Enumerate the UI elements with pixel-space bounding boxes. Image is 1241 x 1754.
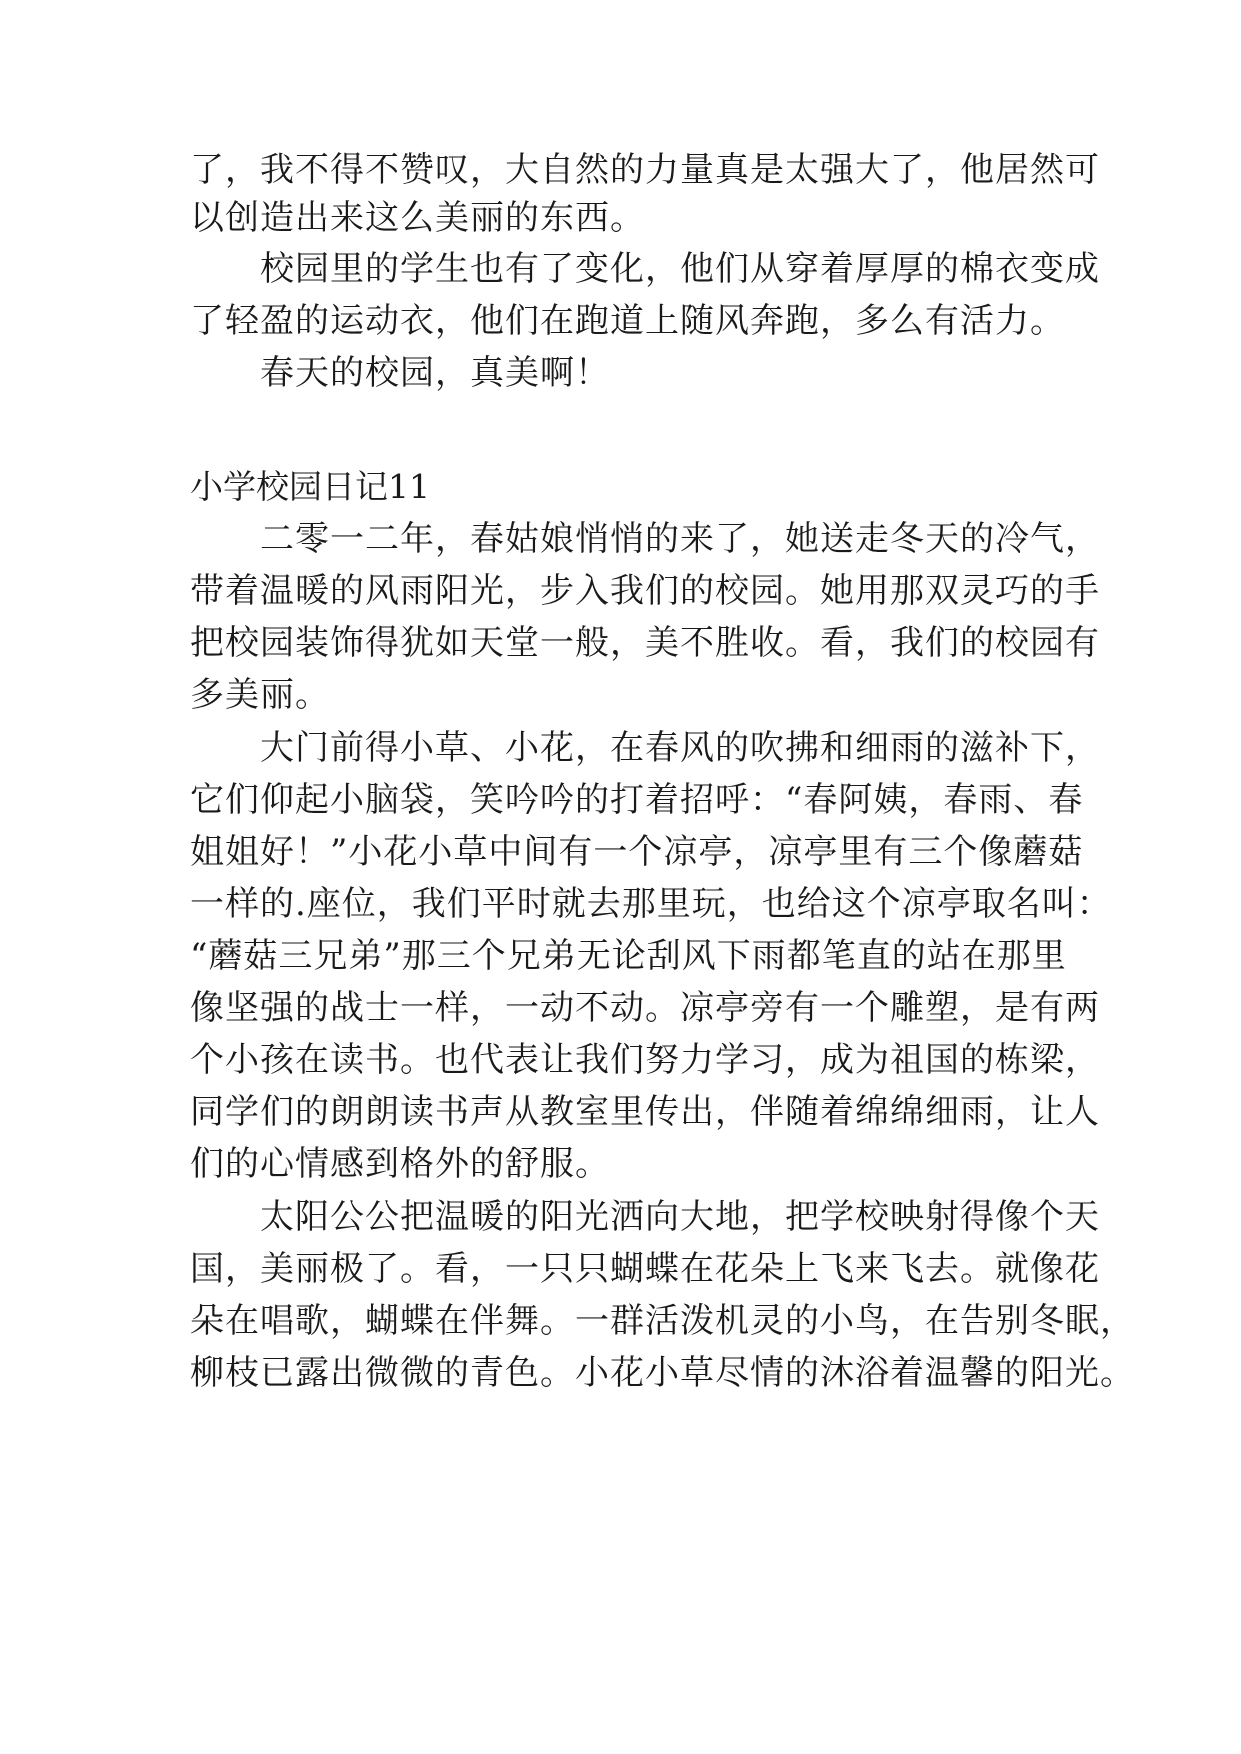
text-line: 以创造出来这么美丽的东西。 [190, 198, 645, 238]
text-line: 姐姐好！”小花小草中间有一个凉亭，凉亭里有三个像蘑菇 [190, 832, 1084, 872]
text-line: 一样的.座位，我们平时就去那里玩，也给这个凉亭取名叫： [190, 884, 1112, 924]
text-line: 了轻盈的运动衣，他们在跑道上随风奔跑，多么有活力。 [190, 301, 1065, 341]
text-line: 把校园装饰得犹如天堂一般，美不胜收。看，我们的校园有 [190, 623, 1100, 663]
text-line: 多美丽。 [190, 675, 330, 715]
text-line: 像坚强的战士一样，一动不动。凉亭旁有一个雕塑，是有两 [190, 988, 1100, 1028]
text-line: 二零一二年，春姑娘悄悄的来了，她送走冬天的冷气， [190, 519, 1100, 559]
text-line: 春天的校园，真美啊！ [190, 353, 610, 393]
text-line: 校园里的学生也有了变化，他们从穿着厚厚的棉衣变成 [190, 249, 1100, 289]
text-line: 个小孩在读书。也代表让我们努力学习，成为祖国的栋梁， [190, 1040, 1100, 1080]
text-line: 太阳公公把温暖的阳光洒向大地，把学校映射得像个天 [190, 1197, 1100, 1237]
text-line: 了，我不得不赞叹，大自然的力量真是太强大了，他居然可 [190, 150, 1100, 190]
text-line: 朵在唱歌，蝴蝶在伴舞。一群活泼机灵的小鸟，在告别冬眠， [190, 1301, 1135, 1341]
text-line: 同学们的朗朗读书声从教室里传出，伴随着绵绵细雨，让人 [190, 1092, 1100, 1132]
text-line: “蘑菇三兄弟”那三个兄弟无论刮风下雨都笔直的站在那里 [190, 936, 1067, 976]
text-line: 柳枝已露出微微的青色。小花小草尽情的沐浴着温馨的阳光。 [190, 1353, 1135, 1393]
text-line: 大门前得小草、小花，在春风的吹拂和细雨的滋补下， [190, 728, 1100, 768]
text-line: 它们仰起小脑袋，笑吟吟的打着招呼：“春阿姨，春雨、春 [190, 780, 1084, 820]
text-line: 国，美丽极了。看，一只只蝴蝶在花朵上飞来飞去。就像花 [190, 1249, 1100, 1289]
text-line: 带着温暖的风雨阳光，步入我们的校园。她用那双灵巧的手 [190, 571, 1100, 611]
text-line: 们的心情感到格外的舒服。 [190, 1144, 610, 1184]
section-heading: 小学校园日记11 [190, 467, 430, 506]
